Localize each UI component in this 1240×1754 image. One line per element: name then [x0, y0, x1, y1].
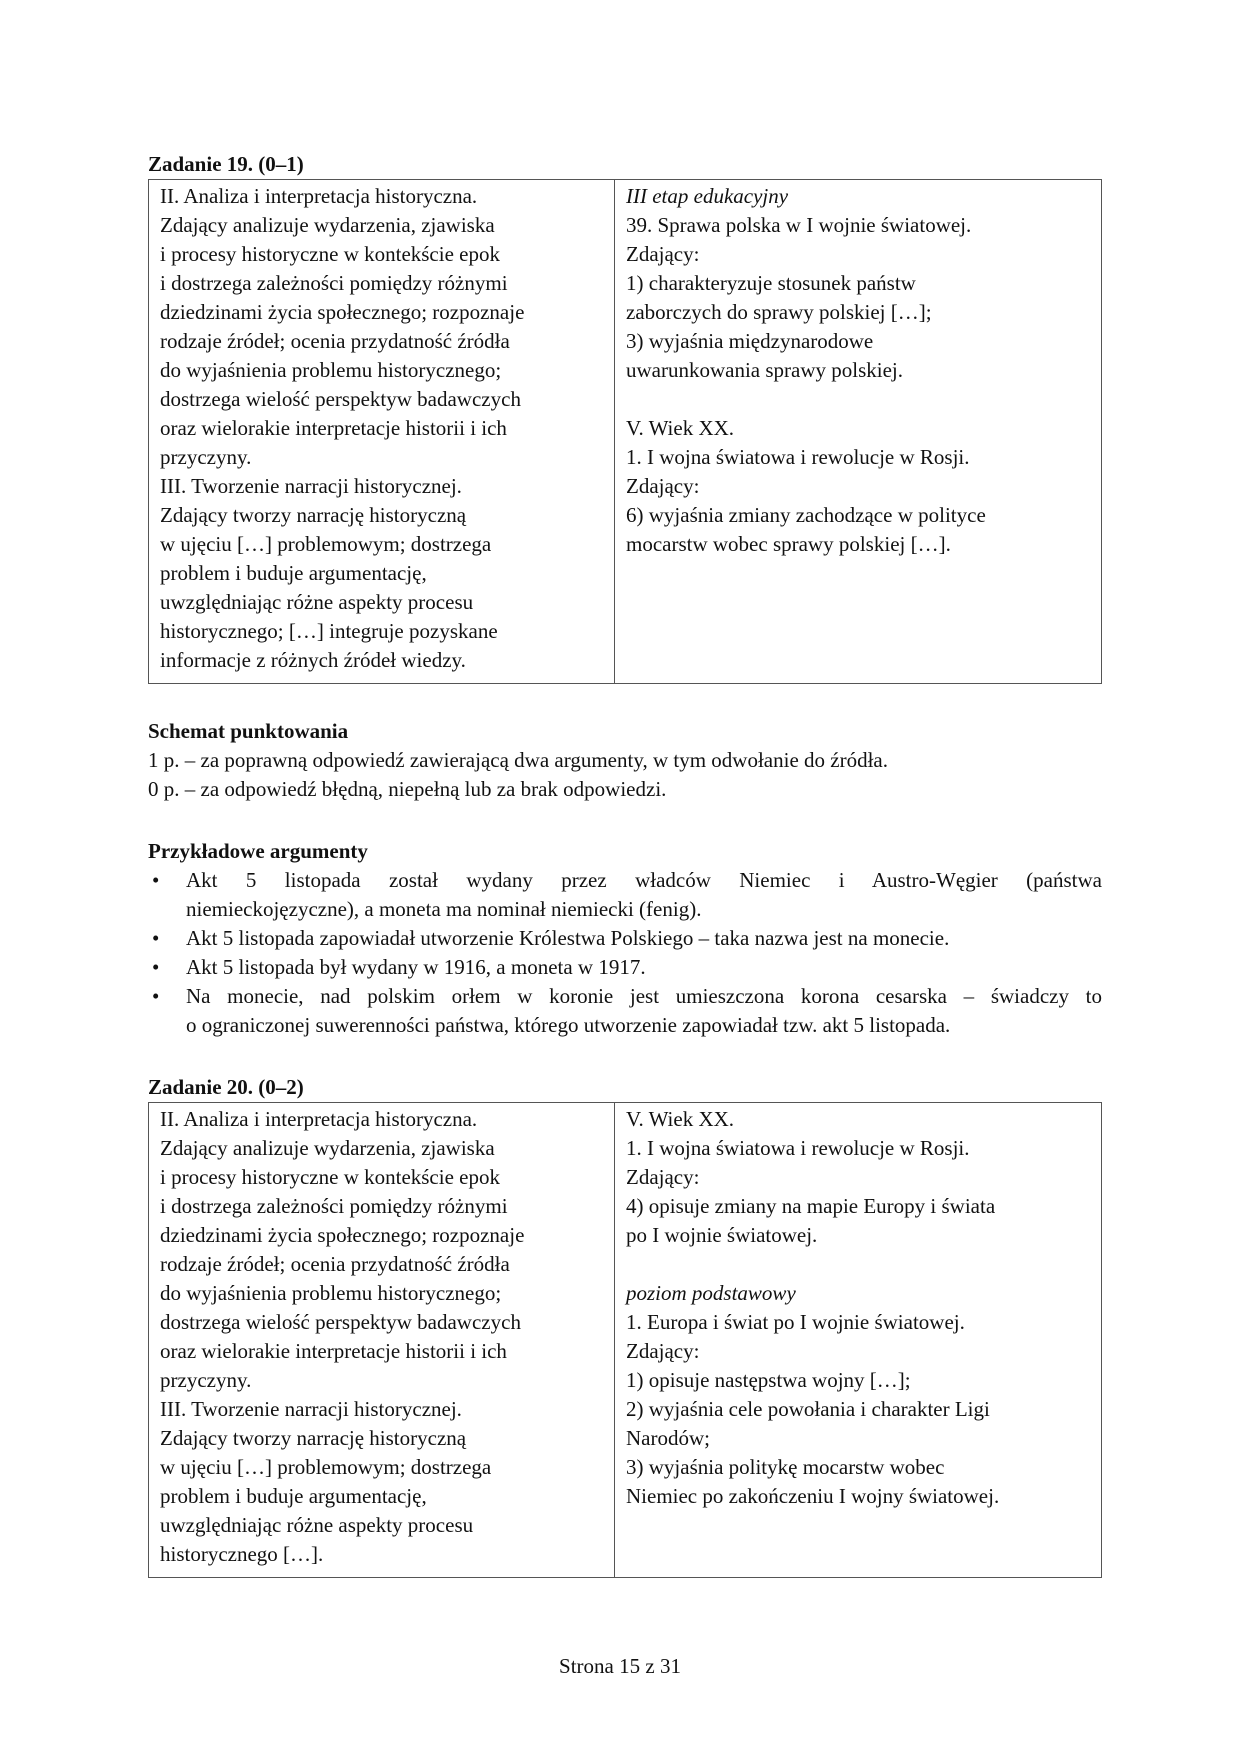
text-line: Zdający: — [626, 1339, 700, 1363]
text-line: oraz wielorakie interpretacje historii i ich — [160, 416, 507, 440]
text-line: w ujęciu […] problemowym; dostrzega — [160, 532, 492, 556]
text-line: uwzględniając różne aspekty procesu — [160, 1513, 474, 1537]
level-label: poziom podstawowy — [626, 1281, 796, 1305]
text-line: oraz wielorakie interpretacje historii i ich — [160, 1339, 507, 1363]
text-line: Zdający: — [626, 242, 700, 266]
spacer — [626, 1250, 1091, 1279]
text-line: przyczyny. — [160, 1368, 252, 1392]
text-line: o ograniczonej suwerenności państwa, którego utworzenie zapowiadał tzw. akt 5 listopada. — [186, 1013, 951, 1037]
bullet-icon: • — [152, 926, 160, 950]
text-line: 1. I wojna światowa i rewolucje w Rosji. — [626, 445, 970, 469]
bullet-icon: • — [152, 868, 160, 892]
text-line: do wyjaśnienia problemu historycznego; — [160, 358, 502, 382]
stage-label: III etap edukacyjny — [626, 184, 789, 208]
list-item — [148, 953, 1102, 982]
text-line: Zdający tworzy narrację historyczną — [160, 1426, 467, 1450]
text-line: 3) wyjaśnia politykę mocarstw wobec — [626, 1455, 945, 1479]
task-20-heading: Zadanie 20. (0–2) — [148, 1075, 304, 1099]
list-item — [148, 866, 1102, 924]
scoring-line-0p: 0 p. – za odpowiedź błędną, niepełną lub za brak odpowiedzi. — [148, 777, 667, 801]
spacer — [626, 385, 1091, 414]
page-content — [148, 150, 1102, 1578]
examples-heading: Przykładowe argumenty — [148, 839, 368, 863]
text-line: i dostrzega zależności pomiędzy różnymi — [160, 1194, 508, 1218]
text-line: Zdający: — [626, 1165, 700, 1189]
text-line: informacje z różnych źródeł wiedzy. — [160, 648, 466, 672]
text-line: historycznego; […] integruje pozyskane — [160, 619, 498, 643]
text-line: 4) opisuje zmiany na mapie Europy i świata — [626, 1194, 996, 1218]
text-line: V. Wiek XX. — [626, 1107, 735, 1131]
text-line: do wyjaśnienia problemu historycznego; — [160, 1281, 502, 1305]
text-line: II. Analiza i interpretacja historyczna. — [160, 184, 478, 208]
text-line: Akt 5 listopada został wydany przez władców Niemiec i Austro-Węgier (państwa — [186, 868, 1102, 892]
text-line: uwarunkowania sprawy polskiej. — [626, 358, 904, 382]
text-line: 1. I wojna światowa i rewolucje w Rosji. — [626, 1136, 970, 1160]
scoring-line-1p: 1 p. – za poprawną odpowiedź zawierającą dwa argumenty, w tym odwołanie do źródła. — [148, 748, 888, 772]
text-line: 39. Sprawa polska w I wojnie światowej. — [626, 213, 972, 237]
task-20-general-requirements — [149, 1103, 615, 1578]
text-line: i procesy historyczne w kontekście epok — [160, 1165, 500, 1189]
bullet-icon: • — [152, 984, 160, 1008]
text-line: Akt 5 listopada zapowiadał utworzenie Królestwa Polskiego – taka nazwa jest na monecie. — [186, 926, 950, 950]
page-number: Strona 15 z 31 — [559, 1654, 681, 1678]
text-line: V. Wiek XX. — [626, 416, 735, 440]
text-line: Narodów; — [626, 1426, 710, 1450]
text-line: problem i buduje argumentację, — [160, 1484, 427, 1508]
text-line: 1) charakteryzuje stosunek państw — [626, 271, 916, 295]
bullet-icon: • — [152, 955, 160, 979]
scoring-heading: Schemat punktowania — [148, 719, 349, 743]
text-line: 2) wyjaśnia cele powołania i charakter Ligi — [626, 1397, 990, 1421]
text-line: po I wojnie światowej. — [626, 1223, 818, 1247]
text-line: Zdający tworzy narrację historyczną — [160, 503, 467, 527]
examples-section — [148, 837, 1102, 1040]
task-19-heading: Zadanie 19. (0–1) — [148, 152, 304, 176]
task-19-specific-requirements — [615, 180, 1102, 684]
task-20-specific-requirements — [615, 1103, 1102, 1578]
task-20-requirements-table — [148, 1102, 1102, 1578]
list-item — [148, 924, 1102, 953]
text-line: niemieckojęzyczne), a moneta ma nominał niemiecki (fenig). — [186, 897, 702, 921]
text-line: rodzaje źródeł; ocenia przydatność źródła — [160, 329, 510, 353]
text-line: II. Analiza i interpretacja historyczna. — [160, 1107, 478, 1131]
text-line: dostrzega wielość perspektyw badawczych — [160, 1310, 521, 1334]
task-19-general-requirements — [149, 180, 615, 684]
list-item — [148, 982, 1102, 1040]
text-line: 3) wyjaśnia międzynarodowe — [626, 329, 874, 353]
text-line: dostrzega wielość perspektyw badawczych — [160, 387, 521, 411]
text-line: 1. Europa i świat po I wojnie światowej. — [626, 1310, 965, 1334]
text-line: problem i buduje argumentację, — [160, 561, 427, 585]
text-line: historycznego […]. — [160, 1542, 324, 1566]
text-line: i dostrzega zależności pomiędzy różnymi — [160, 271, 508, 295]
text-line: przyczyny. — [160, 445, 252, 469]
task-20-section — [148, 1073, 1102, 1578]
task-19-requirements-table — [148, 179, 1102, 684]
text-line: Na monecie, nad polskim orłem w koronie jest umieszczona korona cesarska – świadczy to — [186, 984, 1102, 1008]
text-line: dziedzinami życia społecznego; rozpoznaje — [160, 1223, 525, 1247]
text-line: Niemiec po zakończeniu I wojny światowej. — [626, 1484, 1000, 1508]
text-line: w ujęciu […] problemowym; dostrzega — [160, 1455, 492, 1479]
text-line: 6) wyjaśnia zmiany zachodzące w polityce — [626, 503, 986, 527]
text-line: III. Tworzenie narracji historycznej. — [160, 1397, 462, 1421]
text-line: dziedzinami życia społecznego; rozpoznaje — [160, 300, 525, 324]
text-line: III. Tworzenie narracji historycznej. — [160, 474, 462, 498]
examples-list — [148, 866, 1102, 1040]
text-line: Zdający analizuje wydarzenia, zjawiska — [160, 1136, 495, 1160]
text-line: rodzaje źródeł; ocenia przydatność źródła — [160, 1252, 510, 1276]
text-line: Zdający analizuje wydarzenia, zjawiska — [160, 213, 495, 237]
scoring-section — [148, 717, 1102, 804]
text-line: uwzględniając różne aspekty procesu — [160, 590, 474, 614]
text-line: 1) opisuje następstwa wojny […]; — [626, 1368, 911, 1392]
text-line: zaborczych do sprawy polskiej […]; — [626, 300, 932, 324]
text-line: mocarstw wobec sprawy polskiej […]. — [626, 532, 951, 556]
text-line: Akt 5 listopada był wydany w 1916, a moneta w 1917. — [186, 955, 646, 979]
text-line: i procesy historyczne w kontekście epok — [160, 242, 500, 266]
text-line: Zdający: — [626, 474, 700, 498]
